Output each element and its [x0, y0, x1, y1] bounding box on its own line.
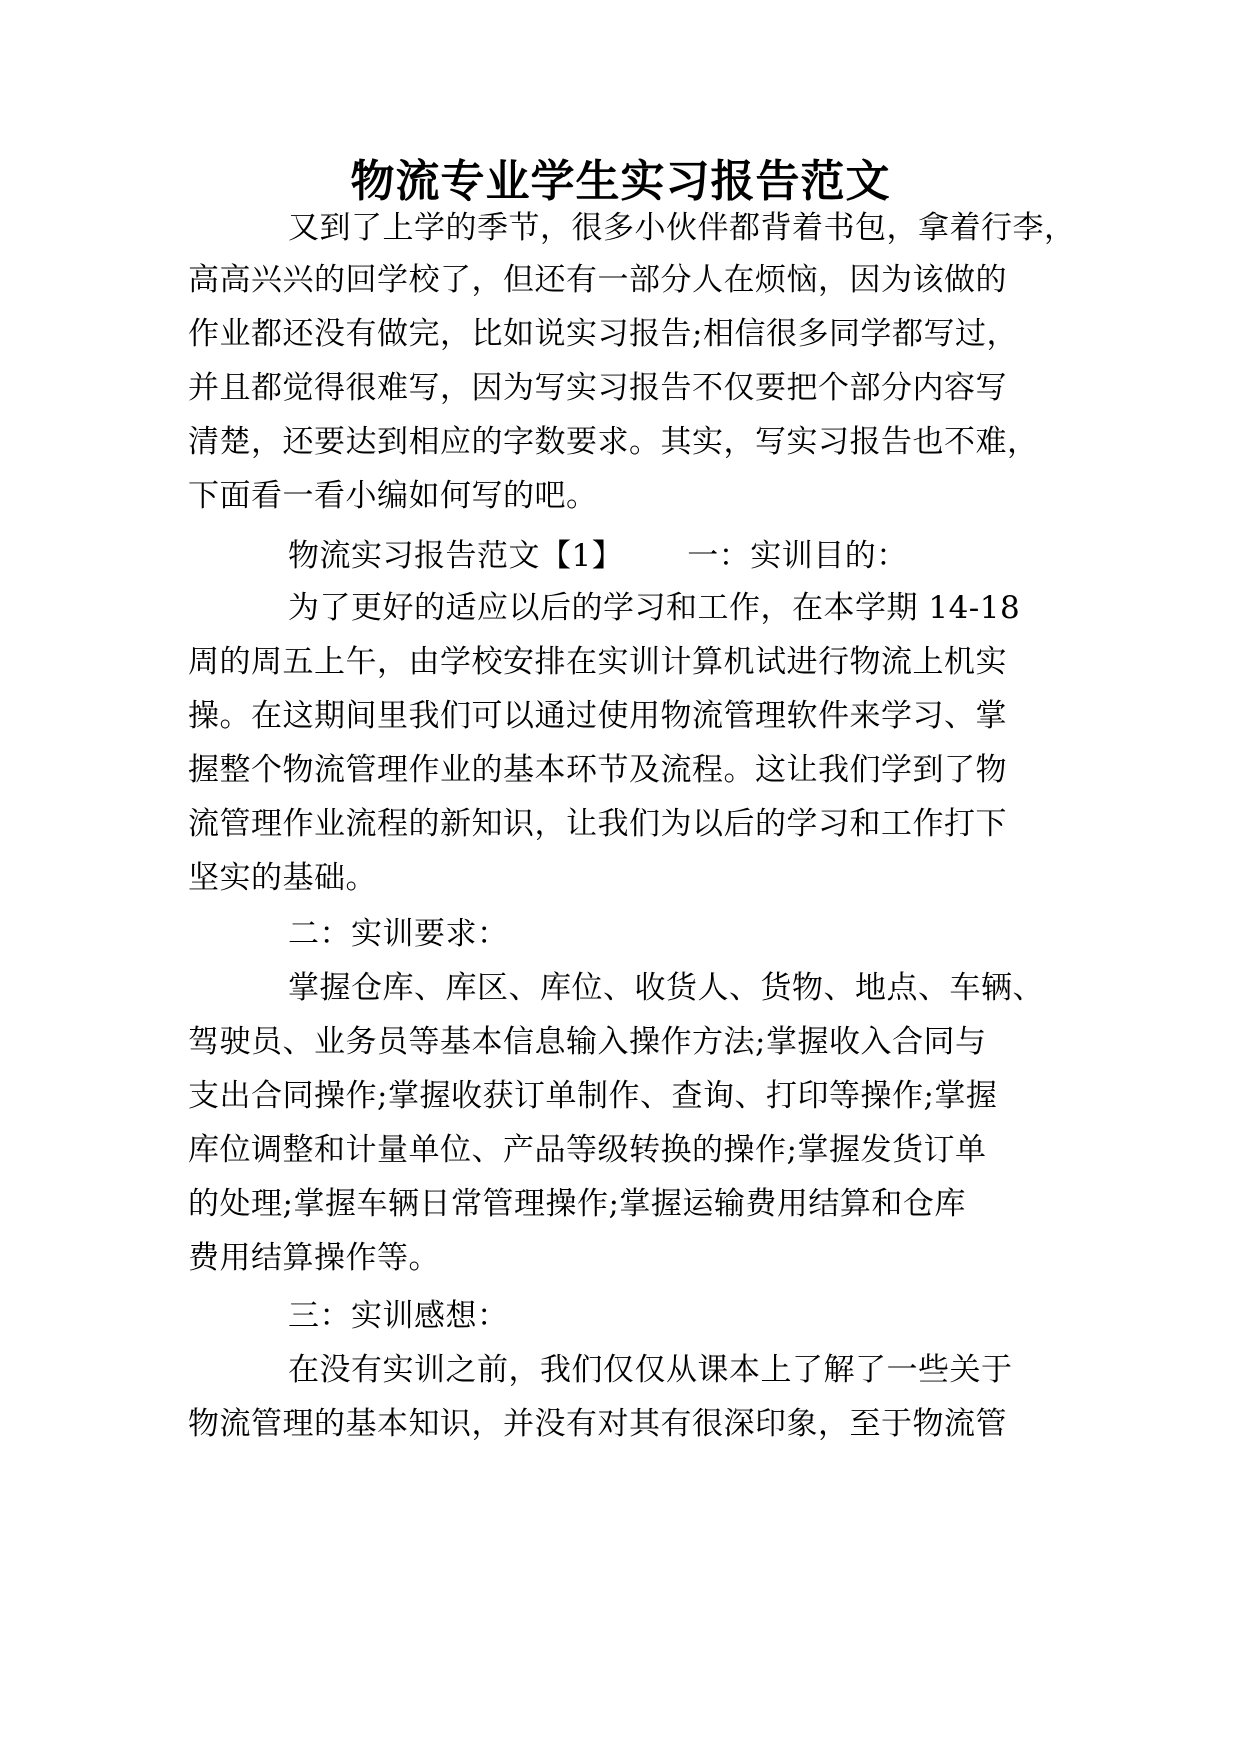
- section-heading-2: 二：实训要求：: [288, 916, 509, 952]
- paragraph-line: 又到了上学的季节，很多小伙伴都背着书包，拿着行李，: [288, 210, 1076, 246]
- paragraph-line: 流管理作业流程的新知识，让我们为以后的学习和工作打下: [188, 806, 1007, 842]
- section-heading-line: [288, 534, 908, 578]
- paragraph-line: 坚实的基础。: [188, 860, 377, 896]
- paragraph-line: 支出合同操作;掌握收获订单制作、查询、打印等操作;掌握: [188, 1078, 998, 1114]
- paragraph-line: 操。在这期间里我们可以通过使用物流管理软件来学习、掌: [188, 698, 1007, 734]
- document-title: 物流专业学生实习报告范文: [350, 156, 891, 207]
- section-heading-1: 一：实训目的：: [687, 538, 908, 574]
- paragraph-line: 作业都还没有做完，比如说实习报告;相信很多同学都写过，: [188, 316, 1018, 352]
- paragraph-line: 清楚，还要达到相应的字数要求。其实，写实习报告也不难，: [188, 424, 1039, 460]
- paragraph-line: 费用结算操作等。: [188, 1240, 440, 1276]
- paragraph-line: 驾驶员、业务员等基本信息输入操作方法;掌握收入合同与: [188, 1024, 987, 1060]
- paragraph-line: 高高兴兴的回学校了，但还有一部分人在烦恼，因为该做的: [188, 262, 1007, 298]
- section-heading-3: 三：实训感想：: [288, 1298, 509, 1334]
- paragraph-line: 并且都觉得很难写，因为写实习报告不仅要把个部分内容写: [188, 370, 1007, 406]
- paragraph-line: 下面看一看小编如何写的吧。: [188, 478, 598, 514]
- paragraph-line: 握整个物流管理作业的基本环节及流程。这让我们学到了物: [188, 752, 1007, 788]
- report-sample-heading: 物流实习报告范文【1】: [288, 538, 624, 574]
- paragraph-line: 为了更好的适应以后的学习和工作，在本学期 14-18: [288, 590, 1021, 626]
- paragraph-line: 的处理;掌握车辆日常管理操作;掌握运输费用结算和仓库: [188, 1186, 966, 1222]
- paragraph-line: 物流管理的基本知识，并没有对其有很深印象，至于物流管: [188, 1406, 1007, 1442]
- paragraph-line: 库位调整和计量单位、产品等级转换的操作;掌握发货订单: [188, 1132, 987, 1168]
- paragraph-line: 掌握仓库、库区、库位、收货人、货物、地点、车辆、: [288, 970, 1044, 1006]
- paragraph-line: 在没有实训之前，我们仅仅从课本上了解了一些关于: [288, 1352, 1013, 1388]
- paragraph-line: 周的周五上午，由学校安排在实训计算机试进行物流上机实: [188, 644, 1007, 680]
